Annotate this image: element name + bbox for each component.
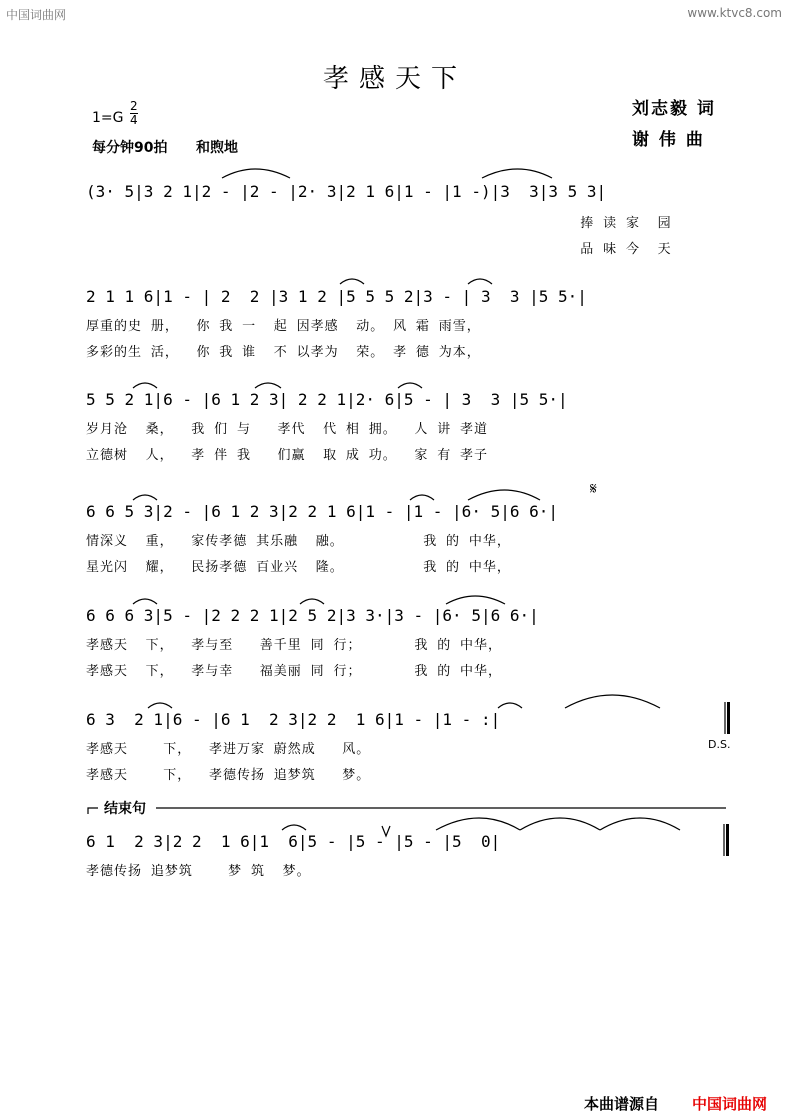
slur bbox=[133, 383, 157, 388]
slur bbox=[410, 495, 434, 500]
slur bbox=[436, 818, 520, 830]
footer-brand[interactable]: 中国词曲网 bbox=[692, 1095, 768, 1113]
lyric-verse-2: 多彩的生 活， 你 我 谁 不 以孝为 荣。 孝 德 为本， bbox=[86, 345, 481, 360]
slur bbox=[222, 169, 290, 178]
time-sig-bottom: 4 bbox=[130, 113, 138, 127]
lyricist: 刘志毅 词 bbox=[632, 99, 716, 119]
lyric-verse-1: 捧 读 家 园 bbox=[86, 216, 672, 231]
coda-bracket bbox=[88, 808, 98, 814]
lyric-verse-2: 立德树 人， 孝 伴 我 们赢 取 成 功。 家 有 孝子 bbox=[86, 448, 489, 463]
slur bbox=[133, 495, 157, 500]
slur bbox=[148, 703, 172, 708]
lyric-verse-1: 孝感天 下， 孝进万家 蔚然成 风。 bbox=[86, 742, 371, 757]
breath-mark bbox=[382, 826, 390, 836]
notes: 2 1 1 6|1 - | 2 2 |3 1 2 |5 5 5 2|3 - | 3 3 |5 5·| bbox=[86, 287, 587, 306]
slur bbox=[468, 279, 492, 284]
lyric-verse-2: 孝感天 下， 孝德传扬 追梦筑 梦。 bbox=[86, 768, 371, 783]
lyric-verse-1: 厚重的史 册， 你 我 一 起 因孝感 动。 风 霜 雨雪， bbox=[86, 319, 481, 334]
notes: 6 6 6 3|5 - |2 2 2 1|2 5 2|3 3·|3 - |6· 5|6 6·| bbox=[86, 606, 539, 625]
slur bbox=[498, 703, 522, 708]
final-barline-thick bbox=[726, 824, 729, 856]
notes: 5 5 2 1|6 - |6 1 2 3| 2 2 1|2· 6|5 - | 3 3 |5 5·| bbox=[86, 390, 568, 409]
mood: 和煦地 bbox=[196, 140, 238, 156]
notes: (3· 5|3 2 1|2 - |2 - |2· 3|2 1 6|1 - |1 -)|3 3|3 5 3| bbox=[86, 182, 607, 201]
lyric-verse-1: 孝感天 下， 孝与至 善千里 同 行； 我 的 中华， bbox=[86, 638, 503, 653]
time-sig-top: 2 bbox=[130, 99, 138, 113]
lyric-verse-1: 情深义 重， 家传孝德 其乐融 融。 我 的 中华， bbox=[86, 534, 511, 549]
slur bbox=[600, 818, 680, 830]
slur bbox=[446, 596, 505, 604]
slur bbox=[520, 818, 600, 830]
slur bbox=[398, 383, 422, 388]
lyric-verse-2: 星光闪 耀， 民扬孝德 百业兴 隆。 我 的 中华， bbox=[86, 560, 511, 575]
composer: 谢 伟 曲 bbox=[632, 130, 705, 150]
lyric-coda: 孝德传扬 追梦筑 梦 筑 梦。 bbox=[86, 864, 311, 879]
lyric-verse-2: 孝感天 下， 孝与幸 福美丽 同 行； 我 的 中华， bbox=[86, 664, 503, 679]
notes: 6 3 2 1|6 - |6 1 2 3|2 2 1 6|1 - |1 - :| bbox=[86, 710, 501, 729]
slur bbox=[565, 695, 660, 708]
slur bbox=[340, 279, 364, 284]
ds-marking: D.S. bbox=[708, 738, 731, 751]
lyric-verse-2: 品 味 今 天 bbox=[86, 242, 672, 257]
notes: 6 6 5 3|2 - |6 1 2 3|2 2 1 6|1 - |1 - |6· 5|6 6·| bbox=[86, 502, 559, 521]
tempo: 每分钟90拍 bbox=[92, 140, 168, 156]
slur bbox=[133, 599, 157, 604]
watermark-right: www.ktvc8.com bbox=[687, 6, 782, 20]
key-signature: 1=G bbox=[92, 110, 124, 126]
slur bbox=[468, 490, 540, 500]
slur bbox=[255, 383, 281, 388]
lyric-verse-1: 岁月沧 桑， 我 们 与 孝代 代 相 拥。 人 讲 孝道 bbox=[86, 422, 489, 437]
slur bbox=[282, 825, 306, 830]
footer-prefix: 本曲谱源自 bbox=[584, 1095, 660, 1113]
slur bbox=[482, 169, 552, 178]
coda-label: 结束句 bbox=[104, 801, 146, 817]
segno-icon: 𝄋 bbox=[590, 479, 597, 498]
slur bbox=[300, 599, 324, 604]
watermark-left: 中国词曲网 bbox=[6, 8, 67, 22]
repeat-barline-thick bbox=[727, 702, 730, 734]
notes: 6 1 2 3|2 2 1 6|1 6|5 - |5 - |5 - |5 0| bbox=[86, 832, 501, 851]
song-title: 孝感天下 bbox=[322, 64, 467, 94]
